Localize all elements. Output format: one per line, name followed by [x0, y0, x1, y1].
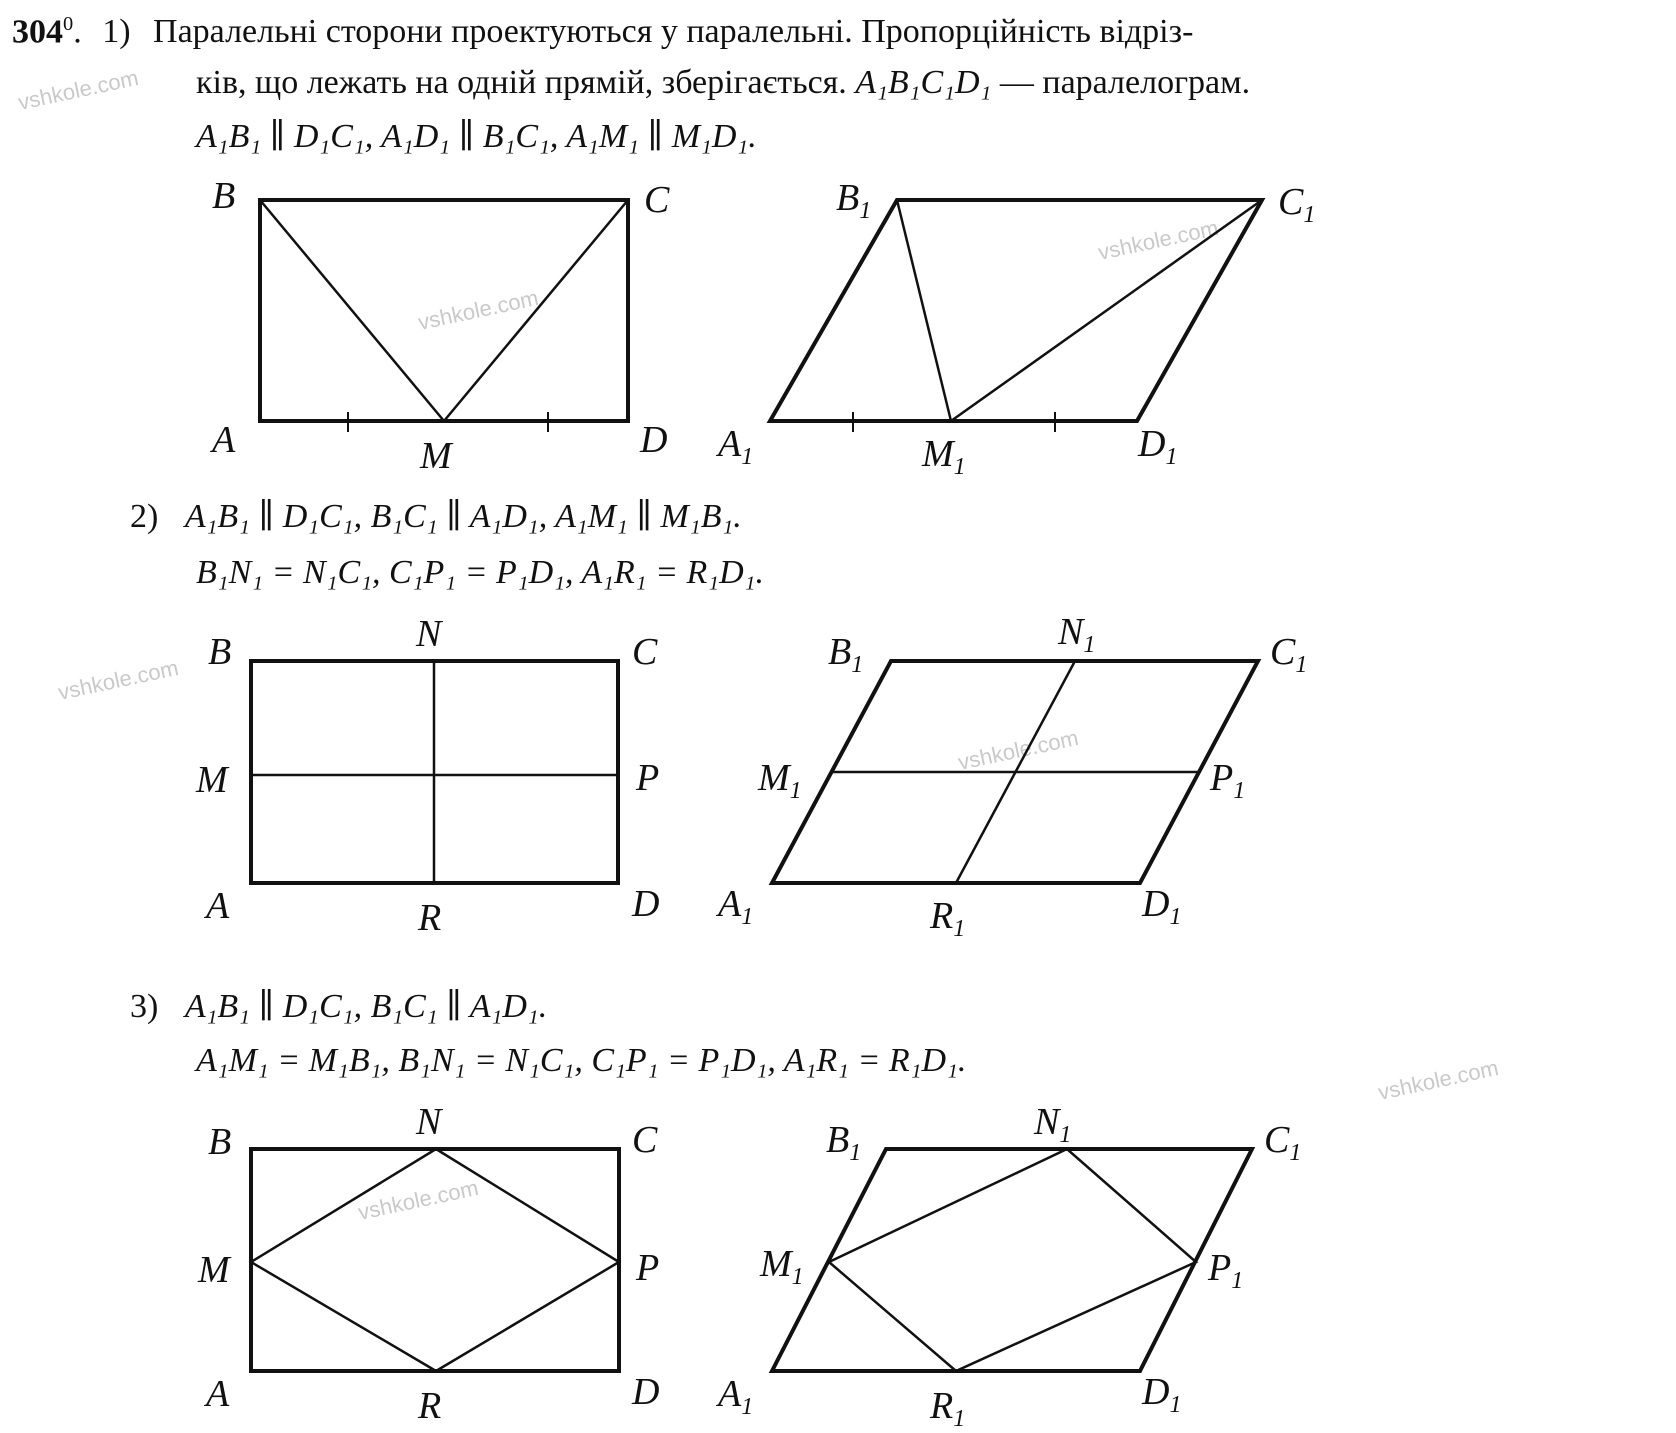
part3-line1: A₁B₁ ∥ D₁C₁, B₁C₁ ∥ A₁D₁.	[184, 988, 548, 1025]
label-a1-index: 1	[741, 444, 754, 470]
problem-header-line: $304^0$. 1) Паралельні сторони проектуються у паралельні. Пропорційність відріз-	[12, 13, 1194, 51]
label-d1-index: 1	[1165, 444, 1178, 470]
part1-line3: A₁B₁ ∥ D₁C₁, A₁D₁ ∥ B₁C₁, A₁M₁ ∥ M₁D₁.	[196, 118, 757, 155]
label-c1	[1264, 1119, 1301, 1166]
label-a1	[715, 423, 753, 470]
label-a1	[715, 1373, 753, 1420]
label-n: N	[416, 1101, 442, 1143]
label-b1-letter: B	[828, 631, 852, 673]
label-b1	[836, 177, 871, 224]
part1-line1: Паралельні сторони проектуються у паралельні. Пропорційність відріз-	[153, 13, 1194, 51]
label-m: M	[420, 435, 452, 477]
watermark-text: vshkole.com	[355, 1175, 481, 1225]
part3-line2: A₁M₁ = M₁B₁, B₁N₁ = N₁C₁, C₁P₁ = P₁D₁, A₁R₁ = R₁D₁.	[196, 1042, 967, 1079]
label-b1-index: 1	[849, 1140, 862, 1166]
parallelogram-m1n1p1r1	[829, 1149, 1196, 1371]
label-b1-index: 1	[859, 198, 872, 224]
label-m: M	[196, 759, 228, 801]
label-b1	[828, 631, 863, 678]
label-m1-letter: M	[758, 757, 790, 799]
label-n1-index: 1	[1083, 632, 1096, 658]
part1-line2-prefix: ків, що лежать на одній прямій, зберігається.	[196, 64, 847, 101]
part1-line2-suffix: — паралелограм.	[999, 64, 1251, 101]
label-b1-letter: B	[826, 1119, 850, 1161]
part1-line2-figure: A₁B₁C₁D₁	[855, 64, 992, 101]
label-d1-index: 1	[1169, 1392, 1182, 1418]
label-p1	[1209, 757, 1245, 804]
label-r: R	[418, 897, 442, 939]
label-a1-index: 1	[741, 1394, 754, 1420]
problem-number: 304	[12, 13, 63, 51]
label-p1-index: 1	[1233, 778, 1246, 804]
label-a1-letter: A	[718, 423, 742, 465]
rectangle-abcd	[251, 1149, 619, 1371]
watermark-text: vshkole.com	[55, 655, 181, 705]
label-r1-letter: R	[930, 895, 954, 937]
label-c1	[1270, 631, 1307, 678]
label-d1	[1141, 883, 1181, 930]
label-m1-index: 1	[789, 778, 802, 804]
parallelogram-a1b1c1d1	[772, 1149, 1252, 1371]
label-d: D	[640, 419, 668, 461]
label-d: D	[632, 1371, 660, 1413]
label-d1-letter: D	[1142, 1371, 1170, 1413]
label-p1-letter: P	[1208, 1247, 1232, 1289]
label-a: A	[206, 885, 230, 927]
label-p1	[1207, 1247, 1243, 1294]
label-r1-index: 1	[953, 916, 966, 942]
label-n1-letter: N	[1034, 1101, 1060, 1143]
label-m1-index: 1	[953, 454, 966, 480]
label-p1-index: 1	[1231, 1268, 1244, 1294]
label-c: C	[644, 179, 670, 221]
part2-line2: B₁N₁ = N₁C₁, C₁P₁ = P₁D₁, A₁R₁ = R₁D₁.	[196, 554, 764, 591]
label-d1-letter: D	[1138, 423, 1166, 465]
label-n1	[1057, 611, 1095, 658]
part3-marker: 3)	[130, 988, 159, 1025]
label-a1-letter: A	[718, 1373, 742, 1415]
label-p1-letter: P	[1210, 757, 1234, 799]
watermark-text: vshkole.com	[1095, 215, 1221, 265]
label-m1	[921, 433, 966, 480]
label-a1-letter: A	[718, 883, 742, 925]
label-m: M	[198, 1249, 230, 1291]
label-a1	[715, 883, 753, 930]
segment-b1m1	[897, 200, 951, 421]
label-c: C	[632, 1119, 658, 1161]
label-p: P	[636, 1247, 660, 1289]
label-n: N	[416, 613, 442, 655]
figure-2-rectangle	[251, 661, 618, 883]
label-p: P	[636, 757, 660, 799]
label-r1-letter: R	[930, 1385, 954, 1427]
label-c: C	[632, 631, 658, 673]
label-b1	[826, 1119, 861, 1166]
watermark-text: vshkole.com	[1375, 1055, 1501, 1105]
part2-line1: A₁B₁ ∥ D₁C₁, B₁C₁ ∥ A₁D₁, A₁M₁ ∥ M₁B₁.	[184, 498, 742, 535]
watermark-text: vshkole.com	[15, 65, 141, 115]
label-c1	[1278, 181, 1315, 228]
label-n1-letter: N	[1058, 611, 1084, 653]
label-m1	[757, 757, 802, 804]
figure-2-parallelogram	[772, 661, 1258, 883]
label-d1	[1137, 423, 1177, 470]
label-m1-letter: M	[760, 1243, 792, 1285]
label-d: D	[632, 883, 660, 925]
label-a: A	[206, 1373, 230, 1415]
label-r1	[929, 1385, 965, 1432]
label-d1	[1141, 1371, 1181, 1418]
label-c1-index: 1	[1289, 1140, 1302, 1166]
label-m1	[759, 1243, 804, 1290]
label-b: B	[208, 1121, 232, 1163]
label-n1-index: 1	[1059, 1122, 1072, 1148]
label-n1	[1033, 1101, 1071, 1148]
figure-3-parallelogram	[772, 1149, 1252, 1371]
rhombus-mnpr	[251, 1149, 619, 1371]
label-m1-letter: M	[922, 433, 954, 475]
label-c1-letter: C	[1278, 181, 1304, 223]
label-b1-letter: B	[836, 177, 860, 219]
label-d1-letter: D	[1142, 883, 1170, 925]
label-c1-letter: C	[1264, 1119, 1290, 1161]
label-r1-index: 1	[953, 1406, 966, 1432]
label-d1-index: 1	[1169, 904, 1182, 930]
watermark-text: vshkole.com	[415, 285, 541, 335]
part2-marker: 2)	[130, 498, 159, 535]
label-a: A	[212, 419, 236, 461]
label-a1-index: 1	[741, 904, 754, 930]
label-c1-index: 1	[1303, 202, 1316, 228]
label-b: B	[208, 631, 232, 673]
label-b1-index: 1	[851, 652, 864, 678]
figure-3-rectangle	[251, 1149, 619, 1371]
watermark-text: vshkole.com	[955, 725, 1081, 775]
label-r: R	[418, 1385, 442, 1427]
label-m1-index: 1	[791, 1264, 804, 1290]
label-b: B	[212, 175, 236, 217]
label-c1-letter: C	[1270, 631, 1296, 673]
segment-c1m1	[951, 200, 1262, 421]
problem-number-superscript: 0	[63, 13, 74, 35]
part1-marker: 1)	[102, 13, 131, 51]
label-c1-index: 1	[1295, 652, 1308, 678]
label-r1	[929, 895, 965, 942]
